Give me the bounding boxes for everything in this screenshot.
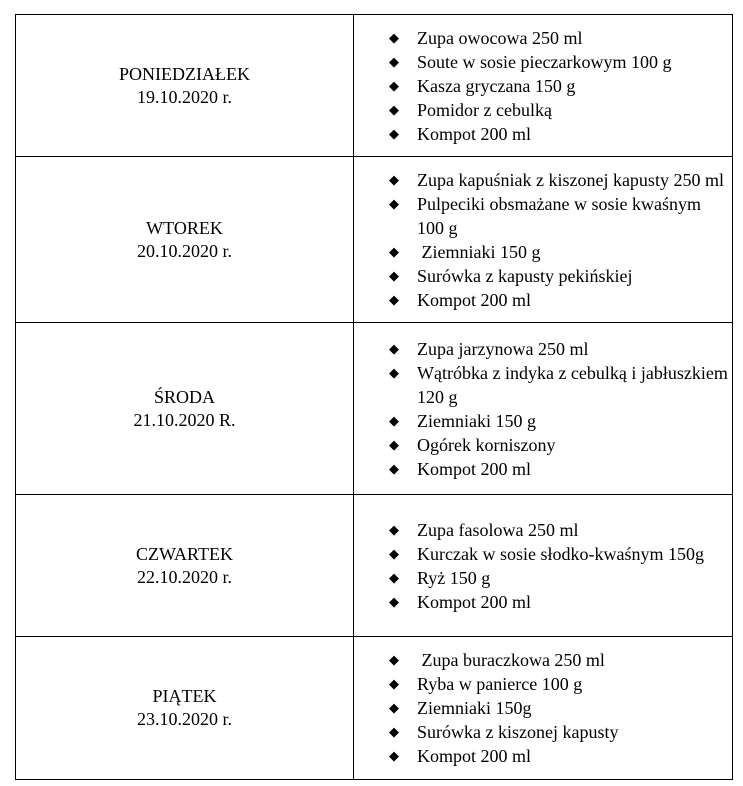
- dish-item: [354, 590, 732, 614]
- dish-text: Kompot 200 ml: [417, 458, 532, 479]
- diamond-icon: ◆: [389, 545, 399, 561]
- dish-text: Surówka z kiszonej kapusty: [417, 722, 619, 742]
- weekly-menu-table: [15, 14, 733, 780]
- dish-text: Ziemniaki 150 g: [417, 241, 541, 262]
- diamond-icon: ◆: [389, 521, 399, 537]
- menu-row: [16, 637, 733, 780]
- dish-text: Zupa kapuśniak z kiszonej kapusty 250 ml: [417, 169, 724, 190]
- diamond-icon: ◆: [389, 77, 399, 93]
- dish-text: Ziemniaki 150 g: [417, 410, 536, 431]
- dish-text: Surówka z kapusty pekińskiej: [417, 265, 633, 286]
- menu-row: [16, 323, 733, 495]
- diamond-icon: ◆: [389, 125, 399, 141]
- dish-list: [354, 26, 732, 146]
- dish-text: Pomidor z cebulką: [417, 99, 552, 120]
- dish-item: [354, 288, 732, 312]
- dish-text: Ryba w panierce 100 g: [417, 674, 583, 694]
- diamond-icon: ◆: [389, 676, 399, 691]
- day-date: 23.10.2020 r.: [136, 709, 232, 729]
- dish-text: Kurczak w sosie słodko-kwaśnym 150g: [417, 543, 704, 564]
- dish-text: Soute w sosie pieczarkowym 100 g: [417, 51, 672, 72]
- dish-item: [354, 433, 732, 457]
- dish-text: Kompot 200 ml: [417, 746, 532, 766]
- dish-text: Ogórek korniszony: [417, 434, 556, 455]
- dish-item: [354, 542, 732, 566]
- diamond-icon: ◆: [389, 29, 399, 45]
- diamond-icon: ◆: [389, 364, 399, 380]
- diamond-icon: ◆: [389, 436, 399, 452]
- dish-text: Zupa fasolowa 250 ml: [417, 519, 579, 540]
- menu-row: [16, 15, 733, 157]
- day-date: 19.10.2020 r.: [136, 86, 232, 107]
- diamond-icon: ◆: [389, 748, 399, 763]
- diamond-icon: ◆: [389, 243, 399, 259]
- dish-text: Zupa owocowa 250 ml: [417, 27, 583, 48]
- diamond-icon: ◆: [389, 291, 399, 307]
- dish-list: [354, 337, 732, 481]
- day-name: WTOREK: [146, 217, 223, 238]
- diamond-icon: ◆: [389, 700, 399, 715]
- menu-row: [16, 157, 733, 323]
- day-name: PIĄTEK: [152, 686, 217, 706]
- diamond-icon: ◆: [389, 652, 399, 667]
- diamond-icon: ◆: [389, 412, 399, 428]
- dish-list: [354, 518, 732, 614]
- diamond-icon: ◆: [389, 569, 399, 585]
- dish-text: Ziemniaki 150g: [417, 698, 532, 718]
- diamond-icon: ◆: [389, 340, 399, 356]
- day-cell: [16, 637, 354, 780]
- diamond-icon: ◆: [389, 195, 399, 211]
- dishes-cell: [354, 637, 733, 780]
- dish-text: Kompot 200 ml: [417, 123, 532, 144]
- menu-row: [16, 495, 733, 637]
- day-name: PONIEDZIAŁEK: [119, 63, 250, 84]
- dish-item: [354, 168, 732, 192]
- dish-item: [354, 98, 732, 122]
- dish-item: [354, 409, 732, 433]
- dish-item: [354, 744, 732, 768]
- dish-text: Ryż 150 g: [417, 567, 491, 588]
- dishes-cell: [354, 495, 733, 637]
- dish-text: Pulpeciki obsmażane w sosie kwaśnym 100 g: [417, 193, 701, 238]
- dish-text: Wątróbka z indyka z cebulką i jabłuszkiem 120 g: [417, 362, 728, 407]
- dish-item: [354, 50, 732, 74]
- dish-item: [354, 648, 732, 672]
- diamond-icon: ◆: [389, 53, 399, 69]
- diamond-icon: ◆: [389, 171, 399, 187]
- dish-item: [354, 122, 732, 146]
- dish-item: [354, 26, 732, 50]
- dish-item: [354, 566, 732, 590]
- day-cell: [16, 15, 354, 157]
- day-name: ŚRODA: [153, 386, 215, 407]
- dish-item: [354, 672, 732, 696]
- dish-item: [354, 240, 732, 264]
- dish-item: [354, 192, 732, 240]
- diamond-icon: ◆: [389, 724, 399, 739]
- day-cell: [16, 495, 354, 637]
- dish-item: [354, 337, 732, 361]
- dish-item: [354, 264, 732, 288]
- dishes-cell: [354, 157, 733, 323]
- dish-list: [354, 168, 732, 312]
- day-cell: [16, 157, 354, 323]
- dish-text: Kompot 200 ml: [417, 591, 532, 612]
- dish-text: Kompot 200 ml: [417, 289, 532, 310]
- diamond-icon: ◆: [389, 267, 399, 283]
- dish-item: [354, 361, 732, 409]
- dish-text: Kasza gryczana 150 g: [417, 75, 576, 96]
- diamond-icon: ◆: [389, 101, 399, 117]
- dish-text: Zupa buraczkowa 250 ml: [417, 650, 605, 670]
- dish-item: [354, 518, 732, 542]
- dishes-cell: [354, 15, 733, 157]
- dish-item: [354, 720, 732, 744]
- dish-list: [354, 648, 732, 768]
- day-date: 20.10.2020 r.: [136, 240, 232, 261]
- dish-text: Zupa jarzynowa 250 ml: [417, 338, 589, 359]
- day-name: CZWARTEK: [136, 543, 233, 564]
- day-cell: [16, 323, 354, 495]
- day-date: 22.10.2020 r.: [136, 566, 232, 587]
- day-date: 21.10.2020 R.: [133, 409, 236, 430]
- dishes-cell: [354, 323, 733, 495]
- dish-item: [354, 74, 732, 98]
- diamond-icon: ◆: [389, 460, 399, 476]
- diamond-icon: ◆: [389, 593, 399, 609]
- dish-item: [354, 696, 732, 720]
- dish-item: [354, 457, 732, 481]
